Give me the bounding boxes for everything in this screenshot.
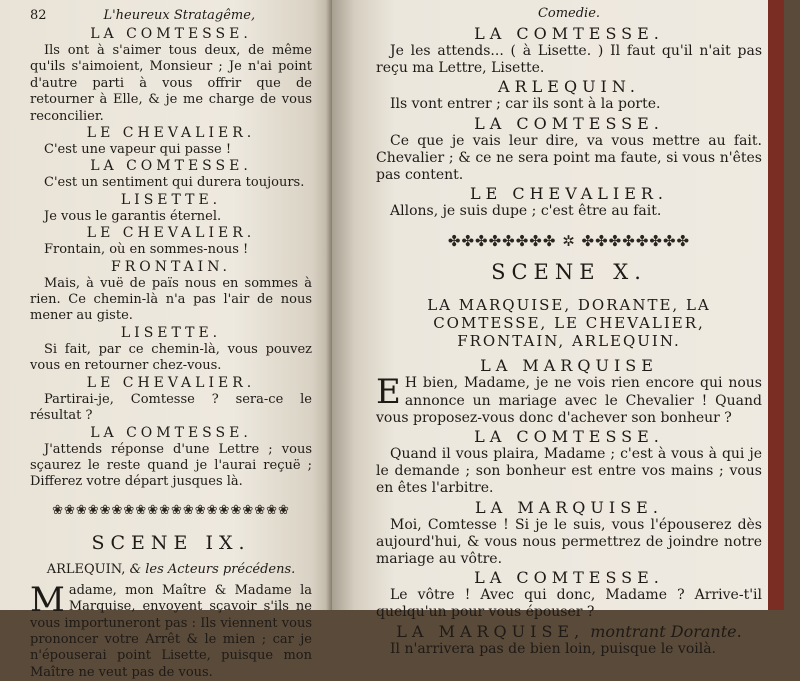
cast-stage-direction: & les Acteurs précédens. bbox=[129, 561, 296, 577]
ornament-band: ❀❀❀❀❀❀❀❀❀❀❀❀❀❀❀❀❀❀❀❀ bbox=[52, 502, 290, 518]
speaker-name: LISETTE. bbox=[120, 191, 222, 208]
dialogue-line: Allons, je suis dupe ; c'est être au fait. bbox=[390, 203, 662, 220]
speaker-with-stage bbox=[376, 622, 762, 641]
dialogue-line: Ils vont entrer ; car ils sont à la porte. bbox=[390, 96, 661, 113]
dialogue-line: Si fait, par ce chemin-là, vous pouvez vous en retourner chez-vous. bbox=[30, 341, 312, 374]
stage-direction: montrant Dorante. bbox=[590, 621, 742, 641]
dialogue-line: Ils ont à s'aimer tous deux, de même qu'ils s'aimoient, Monsieur ; Je n'ai point d'autre parti à vous offrir que de retourner à Elle, & je me charge de vous reconcilier. bbox=[30, 43, 312, 124]
speaker-name: LE CHEVALIER. bbox=[86, 225, 256, 242]
dialogue-line: C'est une vapeur qui passe ! bbox=[44, 142, 232, 158]
dialogue-line: Frontain, où en sommes-nous ! bbox=[44, 242, 249, 258]
speaker-name: ARLEQUIN. bbox=[498, 77, 640, 97]
drop-cap: M bbox=[30, 579, 65, 620]
dialogue-line: Je vous le garantis éternel. bbox=[44, 208, 222, 224]
dialogue-line: Il n'arrivera pas de bien loin, puisque le voilà. bbox=[390, 640, 717, 657]
dialogue-line: Partirai-je, Comtesse ? sera-ce le résultat ? bbox=[30, 391, 312, 424]
paragraph-text: H bien, Madame, je ne vois rien encore qui nous annonce un mariage avec le Chevalier ! Quand vous proposez-vous donc d'achever son bonheur ? bbox=[376, 375, 762, 426]
drop-cap-paragraph bbox=[30, 579, 312, 681]
speaker-name: LE CHEVALIER. bbox=[86, 374, 256, 391]
scene-cast: LA MARQUISE, DORANTE, LA COMTESSE, LE CHEVALIER, FRONTAIN, ARLEQUIN. bbox=[427, 296, 711, 351]
dialogue-line: Moi, Comtesse ! Si je le suis, vous l'épouserez dès aujourd'hui, & vous nous permettrez de joindre notre mariage au vôtre. bbox=[376, 516, 762, 568]
speaker-name: LA COMTESSE. bbox=[474, 113, 664, 133]
left-page bbox=[0, 0, 332, 680]
speaker-name: LA COMTESSE. bbox=[90, 424, 252, 441]
page-edge bbox=[768, 0, 784, 610]
speaker-name: LA COMTESSE. bbox=[474, 427, 664, 447]
page-number: 82 bbox=[30, 8, 47, 23]
dialogue-line: Ce que je vais leur dire, va vous mettre au fait. Chevalier ; & ce ne sera point ma faute, si vous n'êtes pas content. bbox=[376, 132, 762, 184]
running-title: L'heureux Stratagême, bbox=[103, 8, 256, 23]
drop-cap: E bbox=[376, 372, 401, 413]
speaker-name: LA MARQUISE, bbox=[396, 621, 585, 641]
dialogue-line: Je les attends... ( à Lisette. ) Il faut qu'il n'ait pas reçu ma Lettre, Lisette. bbox=[376, 43, 762, 77]
left-running-head bbox=[30, 6, 312, 26]
dialogue-block bbox=[376, 24, 762, 220]
drop-cap-paragraph bbox=[376, 372, 762, 427]
paragraph-text: adame, mon Maître & Madame la Marquise, envoyent sçavoir s'ils ne vous importuneront pas : Ils viennent vous prononcer votre Arrêt & le mien ; car je n'épouserai point Lisette, puisque mon Maître ne veut pas de vous. bbox=[30, 582, 312, 680]
dialogue-line: J'attends réponse d'une Lettre ; vous sçaurez le reste quand je l'aurai reçuë ; Differez votre départ jusques là. bbox=[30, 441, 312, 490]
scene-cast bbox=[30, 562, 312, 577]
dialogue-line: C'est un sentiment qui durera toujours. bbox=[44, 175, 305, 191]
right-running-head bbox=[376, 4, 762, 24]
dialogue-block bbox=[376, 427, 762, 622]
speaker-name: LA COMTESSE. bbox=[90, 26, 252, 42]
dialogue-block bbox=[30, 26, 312, 491]
dialogue-line: Quand il vous plaira, Madame ; c'est à vous à qui je le demande ; son bonheur est entre vos mains ; vous en êtes l'arbitre. bbox=[376, 446, 762, 497]
speaker-name: FRONTAIN. bbox=[111, 258, 231, 275]
scene-title: SCENE X. bbox=[491, 260, 647, 285]
ornament-band: ✤✤✤✤✤✤✤✤ ✲ ✤✤✤✤✤✤✤✤ bbox=[447, 232, 691, 251]
running-title: Comedie. bbox=[537, 6, 601, 21]
speaker-name: LA COMTESSE. bbox=[90, 158, 252, 175]
cast-names: ARLEQUIN, bbox=[46, 561, 126, 577]
speaker-name: LA MARQUISE. bbox=[475, 497, 663, 517]
speaker-name: LA MARQUISE bbox=[480, 356, 658, 376]
speaker-name: LA COMTESSE. bbox=[474, 24, 664, 43]
speaker-name: LE CHEVALIER. bbox=[469, 184, 669, 204]
scene-title: SCENE IX. bbox=[91, 531, 251, 554]
dialogue-line: Mais, à vuë de païs nous en sommes à rien. Ce chemin-là n'a pas l'air de nous mener au giste. bbox=[30, 275, 312, 324]
speaker-name: LISETTE. bbox=[120, 324, 222, 341]
dialogue-line: Le vôtre ! Avec qui donc, Madame ? Arrive-t'il quelqu'un pour vous épouser ? bbox=[376, 587, 762, 621]
speaker-name: LA COMTESSE. bbox=[474, 568, 664, 588]
speaker-name: LE CHEVALIER. bbox=[86, 125, 256, 142]
right-page bbox=[332, 0, 784, 657]
